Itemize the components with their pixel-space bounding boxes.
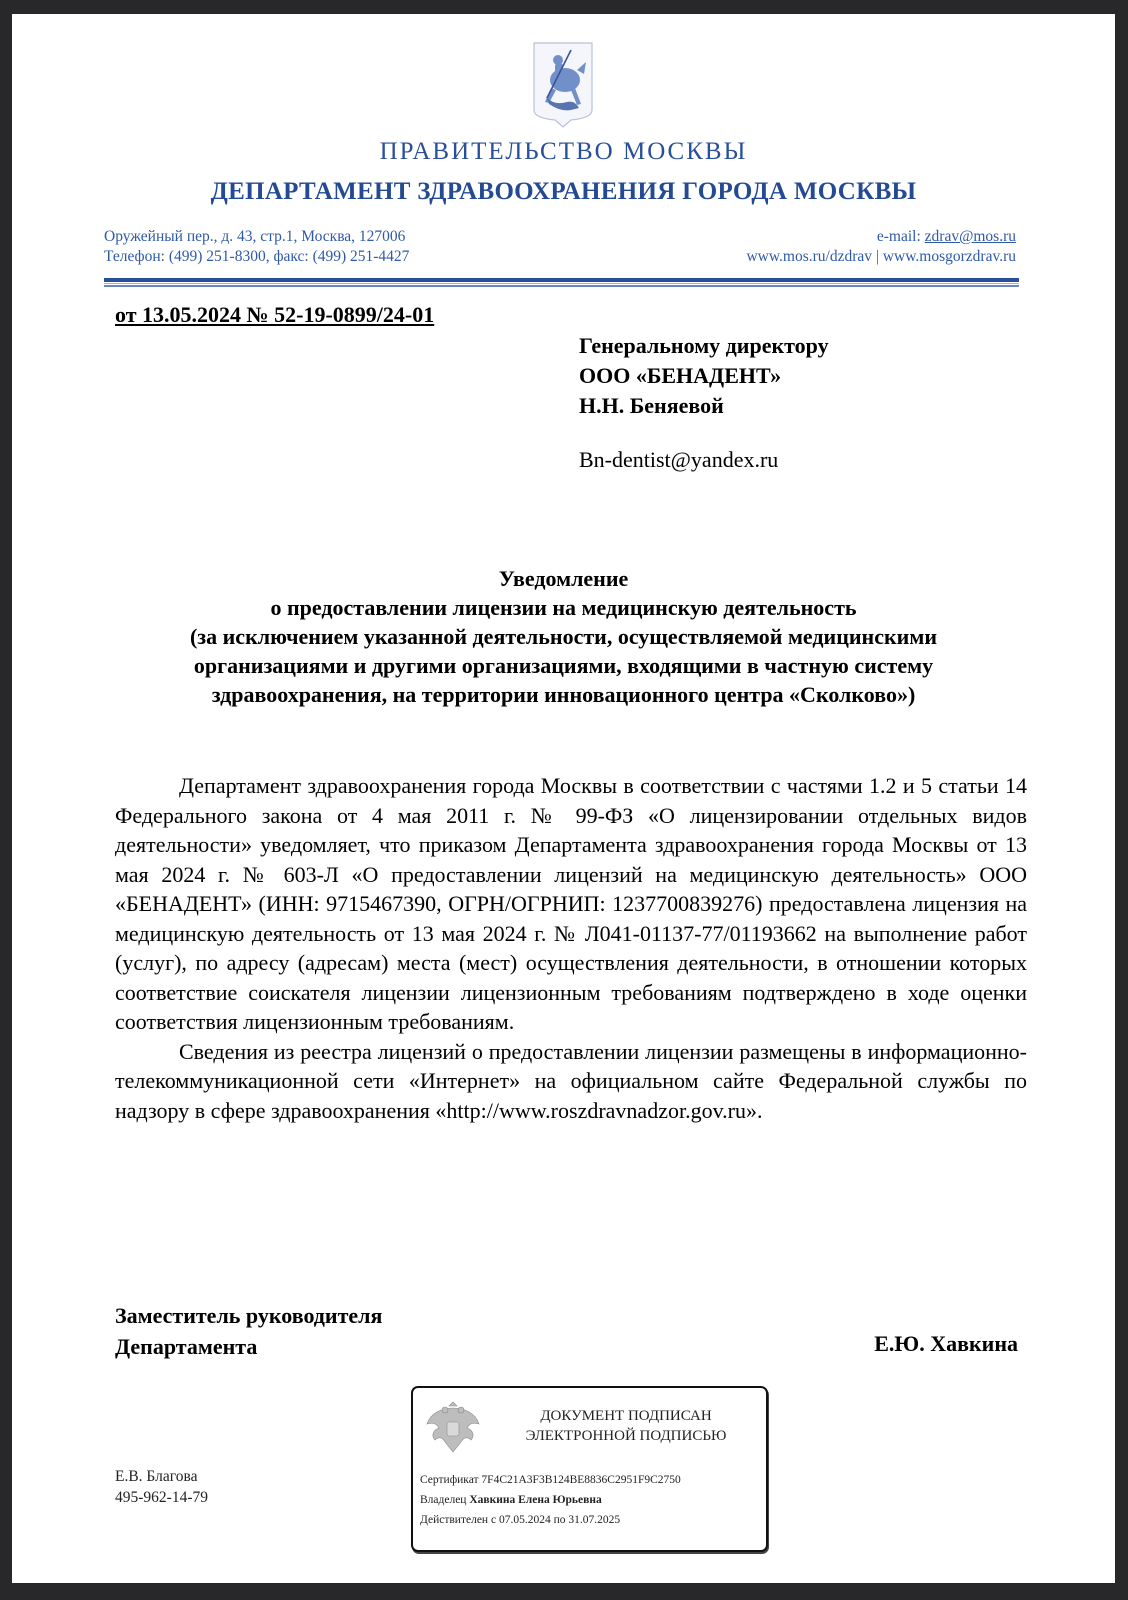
body-paragraph: Департамент здравоохранения города Москвы в соответствии с частями 1.2 и 5 статьи 14 Федерального закона от 4 мая 2011 г. № 99-ФЗ «О лицензировании отдельных видов деятельности» уведомляет, что приказом Департамента здравоохранения города Москвы от 13 мая 2024 г. № 603-Л «О предоставлении лицензий на медицинскую деятельность» ООО «БЕНАДЕНТ» (ИНН: 9715467390, ОГРН/ОГРНИП: 1237700839276) предоставлена лицензия на медицинскую деятельность от 13 мая 2024 г. № Л041-01137-77/01193662 на выполнение работ (услуг), по адресу (адресам) места (мест) осуществления деятельности, в отношении которых соответствие соискателя лицензии лицензионным требованиям подтверждено в ходе оценки соответствия лицензионным требованиям. <box>115 773 1027 1034</box>
websites-line: www.mos.ru/dzdrav | www.mosgorzdrav.ru <box>746 248 1016 265</box>
phone-fax-line: Телефон: (499) 251-8300, факс: (499) 251-4427 <box>104 248 410 265</box>
owner-name: Хавкина Елена Юрьевна <box>469 1494 602 1506</box>
department-address <box>104 227 409 267</box>
executor-block <box>115 1466 208 1508</box>
certificate-line <box>420 1470 681 1490</box>
department-name: ДЕПАРТАМЕНТ ЗДРАВООХРАНЕНИЯ ГОРОДА МОСКВЫ <box>210 178 917 205</box>
validity-line: Действителен с 07.05.2024 по 31.07.2025 <box>420 1514 621 1526</box>
notice-subject-clarification: организациями и другими организациями, входящими в частную систему <box>193 653 934 678</box>
signatory-position-line: Заместитель руководителя <box>115 1303 383 1328</box>
document-page <box>12 14 1115 1583</box>
executor-name: Е.В. Благова <box>115 1468 198 1485</box>
recipient-name: Н.Н. Беняевой <box>579 393 724 418</box>
notice-heading: Уведомление <box>498 566 629 591</box>
recipient-company: ООО «БЕНАДЕНТ» <box>579 363 782 388</box>
government-name: ПРАВИТЕЛЬСТВО МОСКВЫ <box>379 138 748 165</box>
letterhead-divider <box>104 278 1019 287</box>
e-signature-stamp <box>411 1386 768 1552</box>
notice-title <box>102 564 1025 709</box>
stamp-header-line: ДОКУМЕНТ ПОДПИСАН <box>540 1408 712 1424</box>
stamp-header <box>501 1406 751 1446</box>
notice-body <box>115 771 1027 1125</box>
notice-subject-clarification: (за исключением указанной деятельности, осуществляемой медицинскими <box>189 624 938 649</box>
signatory-position-line: Департамента <box>115 1334 258 1359</box>
russian-coat-of-arms-icon <box>423 1396 483 1458</box>
signatory-position <box>115 1300 382 1362</box>
document-number: от 13.05.2024 № 52-19-0899/24-01 <box>115 302 435 327</box>
notice-subject: о предоставлении лицензии на медицинскую деятельность <box>270 595 857 620</box>
body-paragraph: Сведения из реестра лицензий о предоставлении лицензии размещены в информационно-телекоммуникационной сети «Интернет» на официальном сайте Федеральной службы по надзору в сфере здравоохранения «http://www.roszdravnadzor.gov.ru». <box>115 1038 1027 1123</box>
email-link[interactable]: zdrav@mos.ru <box>924 228 1016 245</box>
department-contacts <box>746 227 1016 267</box>
email-label: e-mail: <box>876 228 925 245</box>
stamp-header-line: ЭЛЕКТРОННОЙ ПОДПИСЬЮ <box>525 1428 727 1444</box>
signatory-name: Е.Ю. Хавкина <box>874 1331 1018 1356</box>
owner-line <box>420 1490 681 1510</box>
owner-label: Владелец <box>420 1494 470 1506</box>
certificate-number: 7F4C21A3F3B124BE8836C2951F9C2750 <box>481 1474 681 1486</box>
recipient-position: Генеральному директору <box>579 333 829 358</box>
executor-phone: 495-962-14-79 <box>115 1489 208 1506</box>
recipient-block <box>579 331 829 421</box>
stamp-details <box>420 1470 681 1530</box>
certificate-label: Сертификат <box>420 1474 482 1486</box>
address-line: Оружейный пер., д. 43, стр.1, Москва, 127006 <box>104 228 406 245</box>
notice-subject-clarification: здравоохранения, на территории инновационного центра «Сколково») <box>211 682 916 707</box>
recipient-email: Bn-dentist@yandex.ru <box>579 447 779 472</box>
email-line <box>746 227 1016 247</box>
moscow-coat-of-arms-icon <box>531 40 595 128</box>
